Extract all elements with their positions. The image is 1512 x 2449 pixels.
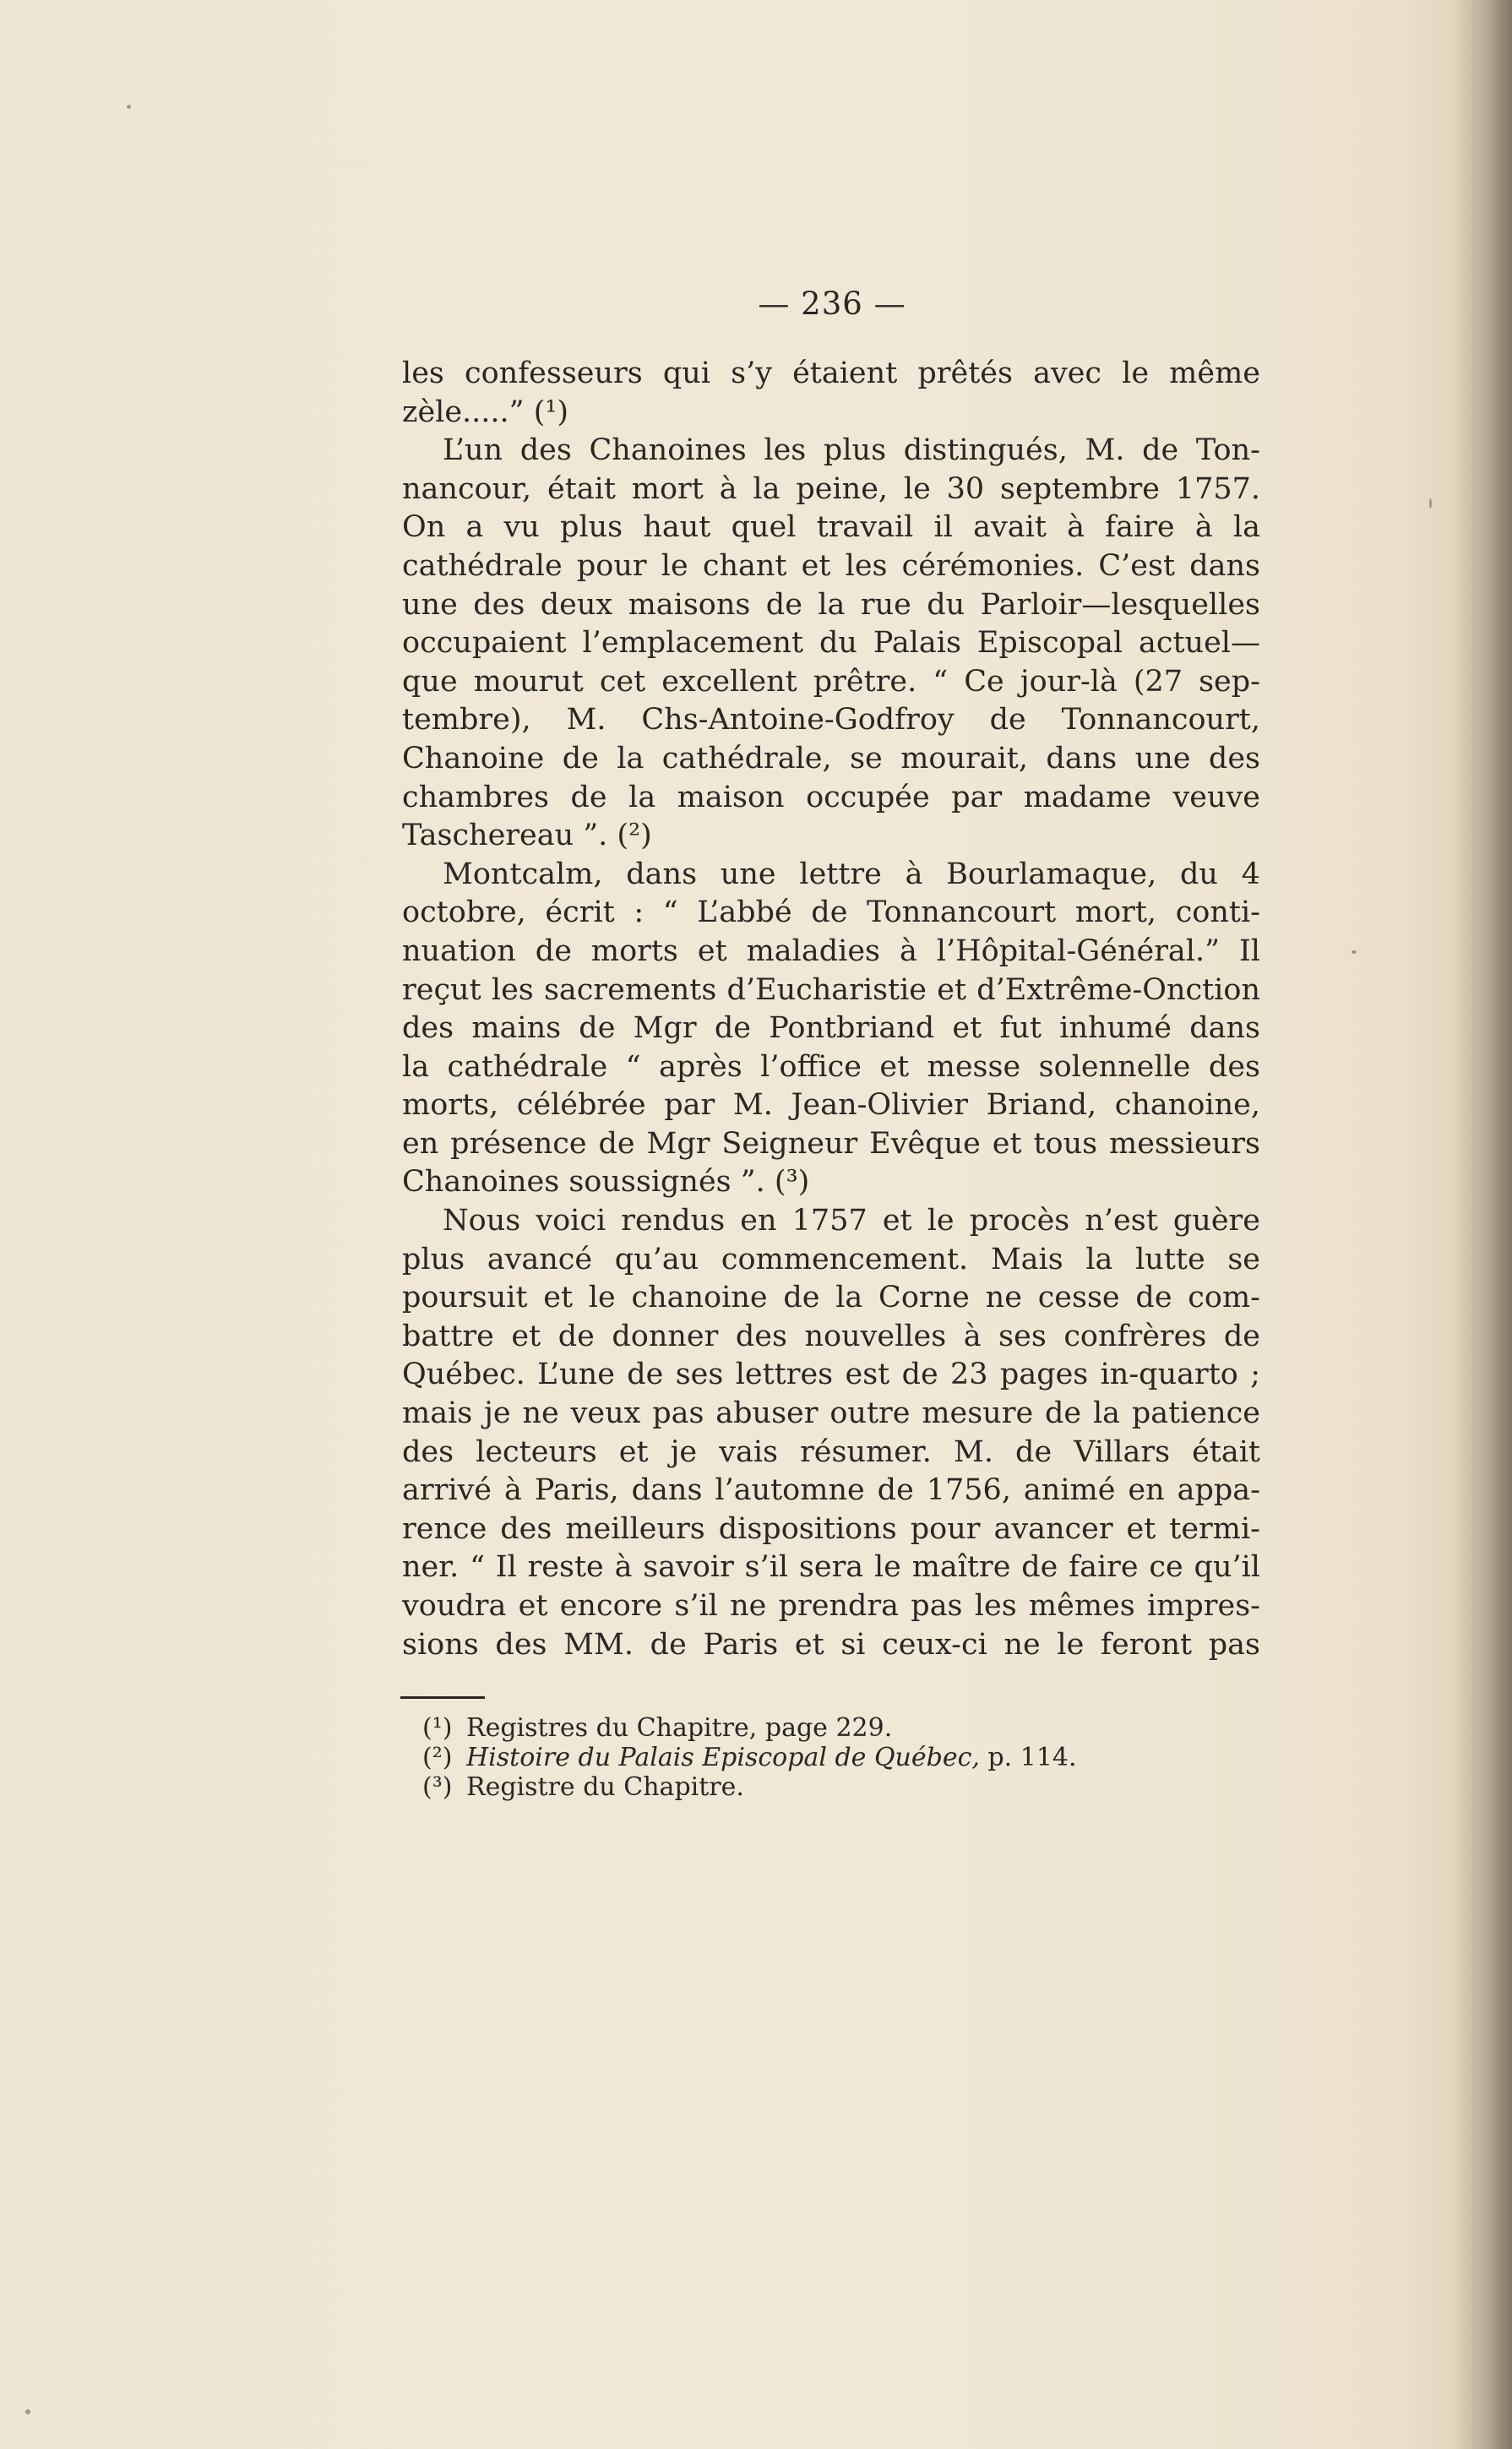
- text-line: nancour, était mort à la peine, le 30 septembre 1757.: [402, 471, 1260, 506]
- paper-speck: [127, 105, 131, 109]
- text-line: reçut les sacrements d’Eucharistie et d’Extrême-Onction: [402, 972, 1260, 1007]
- text-line: ner. “ Il reste à savoir s’il sera le maître de faire ce qu’il: [402, 1550, 1260, 1585]
- text-line: voudra et encore s’il ne prendra pas les mêmes impres-: [402, 1589, 1260, 1623]
- text-line: chambres de la maison occupée par madame veuve: [402, 780, 1260, 814]
- text-line: sions des MM. de Paris et si ceux-ci ne le feront pas: [402, 1627, 1260, 1662]
- footnote-marker: (²): [422, 1743, 453, 1772]
- footnote-title: Histoire du Palais Episcopal de Québec,: [466, 1743, 980, 1772]
- footnote: [422, 1713, 1183, 1743]
- text-line: des mains de Mgr de Pontbriand et fut inhumé dans: [402, 1011, 1260, 1046]
- page-number: — 236 —: [758, 286, 906, 322]
- text-line: les confesseurs qui s’y étaient prêtés avec le même: [402, 356, 1260, 390]
- paper-speck: [1352, 950, 1357, 954]
- text-line: Nous voici rendus en 1757 et le procès n’est guère: [443, 1204, 1260, 1238]
- text-line: Québec. L’une de ses lettres est de 23 pages in-quarto ;: [402, 1358, 1260, 1392]
- text-line: zèle.....” (¹): [402, 395, 569, 429]
- text-line: des lecteurs et je vais résumer. M. de Villars était: [402, 1434, 1260, 1469]
- text-line: battre et de donner des nouvelles à ses confrères de: [402, 1319, 1260, 1353]
- footnote: [422, 1772, 1183, 1802]
- footnotes: [422, 1713, 1183, 1802]
- text-line: tembre), M. Chs-Antoine-Godfroy de Tonnancourt,: [402, 703, 1260, 737]
- text-line: arrivé à Paris, dans l’automne de 1756, animé en appa-: [402, 1473, 1260, 1508]
- text-line: octobre, écrit : “ L’abbé de Tonnancourt mort, conti-: [402, 895, 1260, 930]
- text-line: occupaient l’emplacement du Palais Episcopal actuel—: [402, 626, 1260, 661]
- text-line: nuation de morts et maladies à l’Hôpital-Général.” Il: [402, 933, 1260, 968]
- footnote-marker: (¹): [422, 1713, 453, 1743]
- text-line: cathédrale pour le chant et les cérémonies. C’est dans: [402, 548, 1260, 583]
- text-line: morts, célébrée par M. Jean-Olivier Briand, chanoine,: [402, 1088, 1260, 1123]
- text-line: la cathédrale “ après l’office et messe solennelle des: [402, 1049, 1260, 1084]
- text-line: L’un des Chanoines les plus distingués, M. de Ton-: [443, 433, 1260, 468]
- paper-speck: [25, 2409, 30, 2414]
- text-line: que mourut cet excellent prêtre. “ Ce jour-là (27 sep-: [402, 664, 1260, 699]
- spine-shadow: [1453, 0, 1512, 2449]
- body-text: [402, 355, 1260, 1664]
- text-line: Taschereau ”. (²): [402, 819, 652, 853]
- text-line: Montcalm, dans une lettre à Bourlamaque, du 4: [443, 857, 1260, 891]
- text-line: une des deux maisons de la rue du Parloir—lesquelles: [402, 587, 1260, 622]
- footnote-page-ref: p. 114.: [979, 1743, 1077, 1772]
- text-line: rence des meilleurs dispositions pour avancer et termi-: [402, 1511, 1260, 1546]
- text-line: mais je ne veux pas abuser outre mesure de la patience: [402, 1396, 1260, 1431]
- footnote: [422, 1743, 1183, 1772]
- footnote-text: Registre du Chapitre.: [466, 1772, 744, 1802]
- text-line: poursuit et le chanoine de la Corne ne cesse de com-: [402, 1281, 1260, 1315]
- text-line: plus avancé qu’au commencement. Mais la lutte se: [402, 1242, 1260, 1276]
- paper-speck: [1429, 498, 1432, 509]
- text-line: On a vu plus haut quel travail il avait à faire à la: [402, 510, 1260, 545]
- text-line: en présence de Mgr Seigneur Evêque et tous messieurs: [402, 1126, 1260, 1161]
- text-line: Chanoine de la cathédrale, se mourait, dans une des: [402, 741, 1260, 776]
- footnote-marker: (³): [422, 1772, 453, 1802]
- footnote-rule: [400, 1696, 485, 1699]
- text-line: Chanoines soussignés ”. (³): [402, 1165, 810, 1200]
- footnote-text: Registres du Chapitre, page 229.: [466, 1713, 893, 1743]
